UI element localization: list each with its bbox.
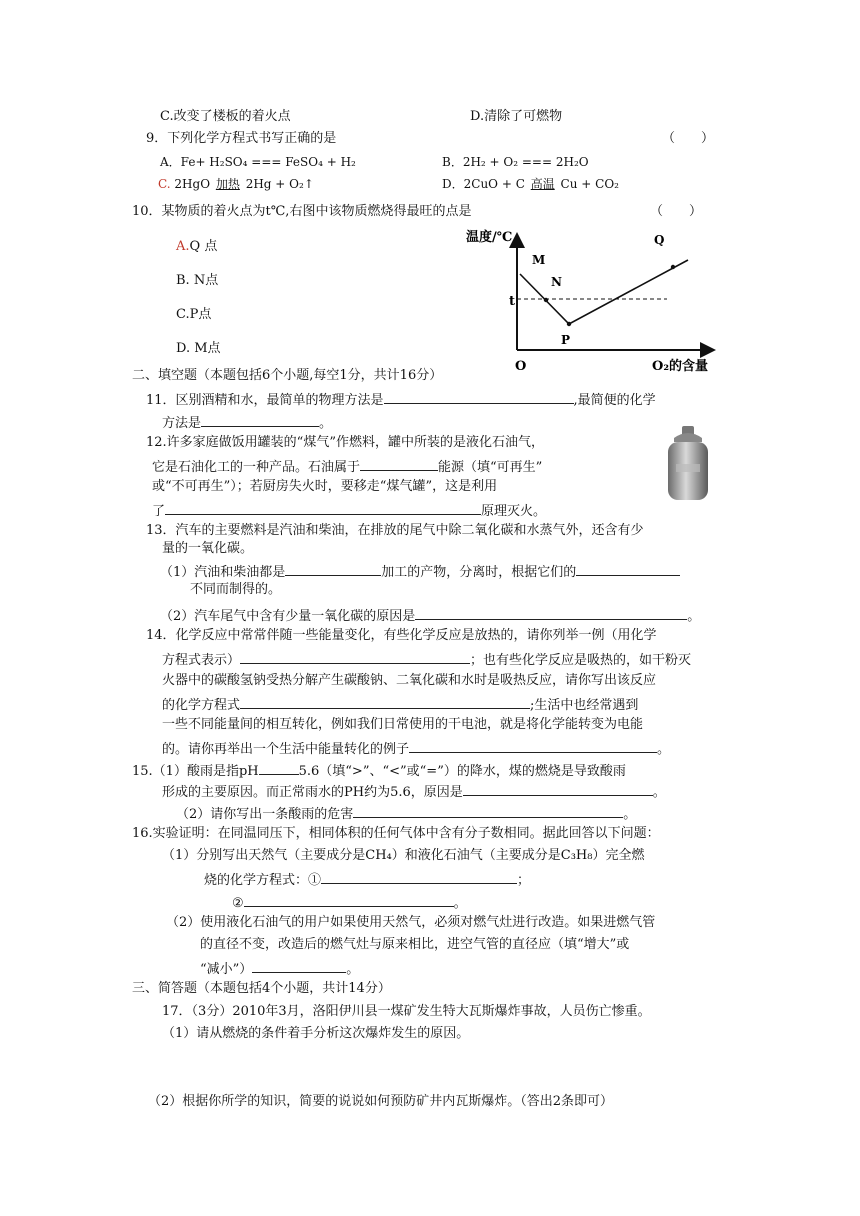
q11-blank-1[interactable] — [384, 389, 574, 404]
q9-option-c-right: 2Hg + O₂↑ — [245, 177, 314, 191]
q15-line3 — [176, 803, 636, 824]
q14-line5: 一些不同能量间的相互转化，例如我们日常使用的干电池，就是将化学能转变为电能 — [162, 717, 644, 732]
q15-blank-2[interactable] — [463, 781, 653, 796]
q15-text4: 。 — [652, 785, 666, 800]
q12-text2: 能源（填“可再生” — [438, 460, 543, 475]
q17-line1: 17．（3分）2010年3月，洛阳伊川县一煤矿发生特大瓦斯爆炸事故，人员伤亡惨重。 — [162, 1004, 651, 1019]
q13-line2: 量的一氧化碳。 — [162, 541, 254, 556]
q14-line3: 火器中的碳酸氢钠受热分解产生碳酸钠、二氧化碳和水时是吸热反应，请你写出该反应 — [162, 673, 657, 688]
q16-line4 — [232, 892, 467, 913]
graph-origin-label: O — [515, 359, 527, 372]
q12-line2 — [152, 456, 542, 477]
q12-text4: 原理灭火。 — [481, 504, 547, 519]
q12-line4 — [152, 500, 546, 521]
q16-text1: 烧的化学方程式：① — [204, 873, 322, 888]
q13-text3: （2）汽车尾气中含有少量一氧化碳的原因是 — [160, 609, 416, 624]
q9-option-d-right: Cu + CO₂ — [560, 177, 619, 191]
q16-line5: （2）使用液化石油气的用户如果使用天然气，必须对燃气灶进行改造。如果进燃气管 — [166, 915, 656, 930]
q11-text2: ,最简便的化学 — [573, 393, 656, 408]
q16-text6: 。 — [346, 962, 360, 977]
q10-option-a — [176, 238, 217, 256]
q15-text5: （2）请你写出一条酸雨的危害 — [176, 807, 354, 822]
graph-y-label: 温度/℃ — [466, 230, 513, 245]
q11-blank-2[interactable] — [201, 412, 319, 427]
q10-option-c: C.P点 — [176, 307, 212, 322]
q9-option-c-letter: C. — [158, 177, 171, 191]
q13-blank-3[interactable] — [415, 605, 687, 620]
gas-cylinder-image — [664, 424, 712, 504]
graph-point-q — [671, 265, 675, 269]
q9-option-d — [442, 175, 619, 193]
q14-blank-2[interactable] — [240, 694, 530, 709]
q10-option-a-letter: A. — [176, 239, 190, 254]
q13-sub1 — [160, 561, 680, 582]
q14-line2 — [162, 649, 691, 670]
q12-text1: 它是石油化工的一种产品。石油属于 — [152, 460, 361, 475]
q14-line1: 14．化学反应中常常伴随一些能量变化，有些化学反应是放热的，请你列举一例（用化学 — [146, 628, 657, 643]
graph-p-label: P — [561, 333, 571, 347]
q13-sub1-cont: 不同而制得的。 — [190, 582, 282, 597]
q10-option-d: D. M点 — [176, 341, 221, 356]
q16-blank-1[interactable] — [321, 869, 517, 884]
q14-text3: 的化学方程式 — [162, 698, 241, 713]
section-3-title: 三、简答题（本题包括4个小题，共计14分） — [132, 981, 391, 996]
q14-text4: ;生活中也经常遇到 — [530, 698, 639, 713]
q16-blank-2[interactable] — [244, 892, 454, 907]
q16-text3: ② — [232, 896, 244, 911]
q16-line3 — [204, 869, 530, 890]
q11-text3: 方法是 — [162, 416, 202, 431]
q14-text5: 的。请你再举出一个生活中能量转化的例子 — [162, 742, 410, 757]
q14-line6 — [162, 738, 670, 759]
q15-blank-3[interactable] — [353, 803, 623, 818]
graph-x-label: O₂的含量 — [652, 359, 709, 372]
q16-blank-3[interactable] — [252, 958, 346, 973]
q16-text2: ； — [517, 873, 531, 888]
q9-option-c-condition: 加热 — [215, 177, 240, 191]
q9-option-a: A．Fe+ H₂SO₄ === FeSO₄ + H₂ — [160, 155, 356, 169]
q14-text6: 。 — [657, 742, 671, 757]
q16-line1: 16.实验证明：在同温同压下，相同体积的任何气体中含有分子数相同。据此回答以下问题： — [132, 826, 660, 841]
q9-option-d-left: D．2CuO + C — [442, 177, 525, 191]
section-2-title: 二、填空题（本题包括6个小题,每空1分，共计16分） — [132, 368, 443, 383]
q10-answer-paren: （ ） — [650, 204, 703, 219]
q13-line1: 13．汽车的主要燃料是汽油和柴油，在排放的尾气中除二氧化碳和水蒸气外，还含有少 — [146, 523, 644, 538]
q11-line1 — [146, 389, 656, 410]
q9-stem: 9．下列化学方程式书写正确的是 — [146, 131, 337, 146]
q17-sub2: （2）根据你所学的知识，简要的说说如何预防矿井内瓦斯爆炸。（答出2条即可） — [148, 1094, 614, 1109]
q15-text2: 5.6（填“>”、“<”或“=”）的降水，煤的燃烧是导致酸雨 — [298, 764, 626, 779]
q13-blank-1[interactable] — [285, 561, 381, 576]
q10-option-b: B. N点 — [176, 273, 219, 288]
q11-line2 — [162, 412, 332, 433]
q10-stem: 10．某物质的着火点为t℃,右图中该物质燃烧得最旺的点是 — [132, 204, 472, 219]
q15-line2 — [162, 781, 666, 802]
q13-text4: 。 — [687, 609, 701, 624]
q9-option-d-condition: 高温 — [530, 177, 555, 191]
q14-line4 — [162, 694, 638, 715]
q13-text1: （1）汽油和柴油都是 — [160, 565, 286, 580]
q17-sub1: （1）请从燃烧的条件着手分析这次爆炸发生的原因。 — [162, 1026, 470, 1041]
q9-answer-paren: （ ） — [662, 131, 715, 146]
q8-option-d: D.清除了可燃物 — [470, 109, 563, 124]
q16-text4: 。 — [453, 896, 467, 911]
q13-blank-2[interactable] — [576, 561, 680, 576]
graph-point-p — [567, 322, 571, 326]
q11-text4: 。 — [319, 416, 333, 431]
q16-line2: （1）分别写出天然气（主要成分是CH₄）和液化石油气（主要成分是C₃H₈）完全燃 — [162, 848, 645, 863]
q13-text2: 加工的产物，分离时，根据它们的 — [381, 565, 577, 580]
q12-text3: 了 — [152, 504, 166, 519]
graph-q-label: Q — [654, 233, 665, 247]
q15-blank-1[interactable] — [259, 760, 299, 775]
graph-curve — [520, 260, 688, 324]
q12-line1: 12.许多家庭做饭用罐装的“煤气”作燃料，罐中所装的是液化石油气， — [146, 435, 544, 450]
q11-text1: 11．区别酒精和水，最简单的物理方法是 — [146, 393, 384, 408]
q12-blank-2[interactable] — [165, 500, 481, 515]
q14-blank-1[interactable] — [240, 649, 470, 664]
q12-line3: 或“不可再生”）；若厨房失火时，要移走“煤气罐”，这是利用 — [152, 479, 498, 494]
graph-m-label: M — [532, 253, 546, 267]
q12-blank-1[interactable] — [360, 456, 438, 471]
q13-sub2 — [160, 605, 700, 626]
q15-text1: 15.（1）酸雨是指pH — [132, 764, 259, 779]
q14-blank-3[interactable] — [409, 738, 657, 753]
q10-option-a-text: Q 点 — [189, 239, 218, 254]
q9-option-c-left: 2HgO — [174, 177, 211, 191]
q8-option-c: C.改变了楼板的着火点 — [160, 109, 291, 124]
q9-option-c — [158, 175, 314, 193]
q9-option-b: B．2H₂ + O₂ === 2H₂O — [442, 155, 589, 169]
q15-text3: 形成的主要原因。而正常雨水的PH约为5.6，原因是 — [162, 785, 463, 800]
q16-line7 — [200, 958, 359, 979]
q10-graph — [462, 222, 722, 372]
graph-t-label: t — [509, 294, 516, 309]
q16-line6: 的直径不变，改造后的燃气灶与原来相比，进空气管的直径应（填“增大”或 — [200, 937, 630, 952]
q15-line1 — [132, 760, 626, 781]
q15-text6: 。 — [623, 807, 637, 822]
graph-n-label: N — [551, 275, 562, 289]
q14-text2: ；也有些化学反应是吸热的，如干粉灭 — [470, 653, 692, 668]
graph-point-n — [544, 298, 548, 302]
q14-text1: 方程式表示） — [162, 653, 241, 668]
q16-text5: “减小”） — [200, 962, 253, 977]
